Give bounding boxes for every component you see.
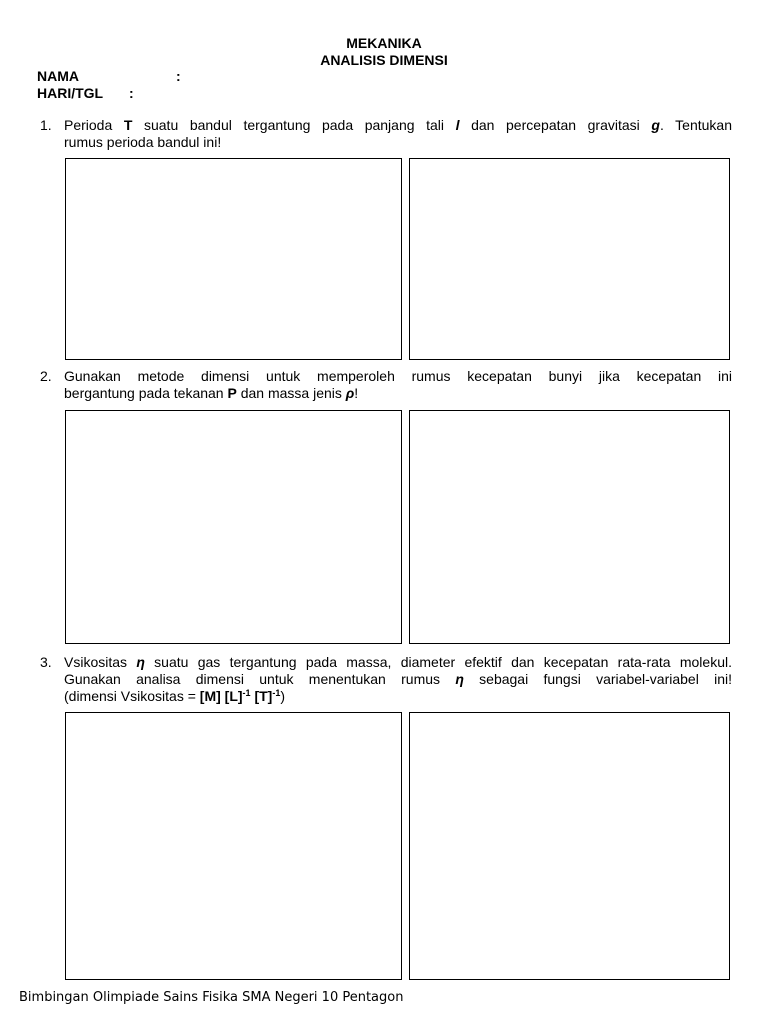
question-line: rumus perioda bandul ini! <box>64 134 222 150</box>
exponent: -1 <box>242 688 251 698</box>
exponent: -1 <box>272 688 281 698</box>
date-field <box>37 85 134 102</box>
answer-box-2-right[interactable] <box>409 410 730 644</box>
name-field <box>37 68 181 85</box>
question-number: 3. <box>40 654 52 670</box>
question-1 <box>40 117 732 151</box>
symbol-term: η <box>455 671 464 687</box>
answer-box-2-left[interactable] <box>65 410 402 644</box>
question-line: bergantung pada tekanan P dan massa jenis ρ! <box>64 385 359 401</box>
question-2 <box>40 368 732 402</box>
answer-box-1-left[interactable] <box>65 158 402 360</box>
symbol-term: η <box>136 654 145 670</box>
answer-box-3-right[interactable] <box>409 712 730 980</box>
name-colon: : <box>176 68 181 84</box>
symbol-term: ρ <box>345 385 355 401</box>
name-label: NAMA <box>37 68 79 84</box>
question-text <box>64 654 732 705</box>
footer-text: Bimbingan Olimpiade Sains Fisika SMA Negeri 10 Pentagon <box>19 990 404 1005</box>
question-line: Vsikositas η suatu gas tergantung pada massa, diameter efektif dan kecepatan rata-rata molekul. <box>64 654 732 670</box>
question-line: (dimensi Vsikositas = [M] $[L]^{-1}$ $[T]^{-1}$) <box>64 688 286 704</box>
answer-box-3-left[interactable] <box>65 712 402 980</box>
question-text <box>64 117 732 151</box>
bold-term: T <box>123 117 133 133</box>
question-3 <box>40 654 732 705</box>
page-title: MEKANIKA <box>346 35 422 51</box>
question-line: Gunakan metode dimensi untuk memperoleh rumus kecepatan bunyi jika kecepatan ini <box>64 368 732 384</box>
question-line: Gunakan analisa dimensi untuk menentukan rumus η sebagai fungsi variabel-variabel ini! <box>64 671 733 687</box>
question-line: Perioda T suatu bandul tergantung pada panjang tali l dan percepatan gravitasi g. Tentukan <box>64 117 732 133</box>
symbol-term: g <box>651 117 660 133</box>
date-label: HARI/TGL <box>37 85 104 101</box>
date-colon: : <box>129 85 134 101</box>
bold-term: [T] <box>254 688 273 704</box>
question-number: 2. <box>40 368 52 384</box>
page-subtitle: ANALISIS DIMENSI <box>320 52 448 68</box>
bold-term: P <box>227 385 237 401</box>
question-number: 1. <box>40 117 52 133</box>
question-text <box>64 368 732 402</box>
symbol-term: l <box>455 117 460 133</box>
answer-box-1-right[interactable] <box>409 158 730 360</box>
bold-term: [M] [L] <box>199 688 243 704</box>
